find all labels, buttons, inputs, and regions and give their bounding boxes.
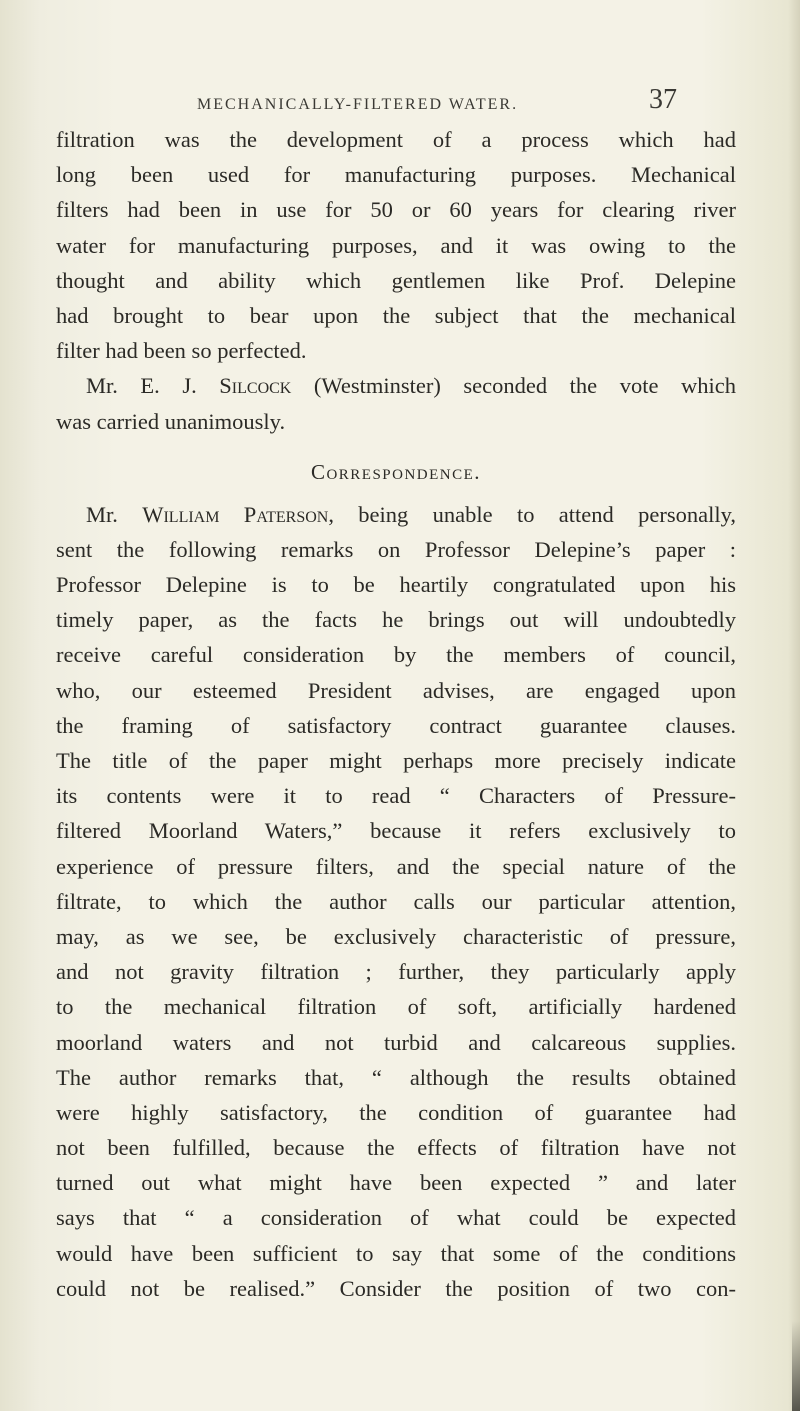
text-run: , being unable to attend personally,: [328, 501, 736, 527]
text-line: filter had been so perfected.: [56, 338, 307, 364]
text-line: The author remarks that, “ although the results obtained: [56, 1064, 736, 1090]
text-line: turned out what might have been expected ” and later: [56, 1170, 736, 1196]
text-line: filtration was the development of a process which had: [56, 127, 736, 152]
running-title: MECHANICALLY-FILTERED WATER.: [197, 96, 519, 113]
text-line: thought and ability which gentlemen like Prof. Delepine: [56, 267, 736, 293]
text-run: Mr.: [86, 501, 143, 527]
section-heading: Correspondence.: [310, 459, 482, 484]
text-line: Professor Delepine is to be heartily congratulated upon his: [56, 572, 736, 598]
text-line: had brought to bear upon the subject that the mechanical: [56, 302, 736, 328]
text-line: to the mechanical filtration of soft, artificially hardened: [56, 994, 736, 1020]
text-line: filtrate, to which the author calls our particular attention,: [56, 888, 736, 914]
text-line: sent the following remarks on Professor Delepine’s paper :: [56, 536, 736, 562]
text-line: not been fulfilled, because the effects of filtration have not: [56, 1135, 736, 1161]
text-line: were highly satisfactory, the condition of guarantee had: [56, 1099, 736, 1125]
text-line: long been used for manufacturing purposes. Mechanical: [56, 162, 736, 188]
text-line: who, our esteemed President advises, are engaged upon: [56, 677, 736, 703]
text-line: The title of the paper might perhaps more precisely indicate: [56, 748, 736, 773]
body-text: [56, 122, 736, 1306]
text-run: Mr. E. J.: [86, 373, 220, 399]
paragraph-2: [56, 368, 736, 438]
text-run: (Westminster) seconded the vote which: [291, 373, 736, 399]
text-line: timely paper, as the facts he brings out will undoubtedly: [56, 607, 736, 633]
page-edge-mark: [792, 1321, 800, 1411]
text-line: receive careful consideration by the members of council,: [56, 642, 736, 668]
paragraph-3: [56, 497, 736, 1306]
text-line: [56, 368, 736, 403]
text-line: [56, 497, 736, 532]
text-line: was carried unanimously.: [56, 408, 286, 434]
text-line: its contents were it to read “ Characters of Pressure-: [56, 783, 736, 809]
text-line: moorland waters and not turbid and calcareous supplies.: [56, 1029, 736, 1055]
page-number: 37: [649, 84, 677, 115]
text-line: water for manufacturing purposes, and it was owing to the: [56, 232, 736, 258]
person-name: Silcock: [219, 373, 292, 399]
text-line: experience of pressure filters, and the special nature of the: [56, 853, 736, 879]
person-name: William Paterson: [142, 501, 329, 527]
page-edge-shadow: [788, 0, 800, 1411]
text-line: filters had been in use for 50 or 60 years for clearing river: [56, 197, 736, 223]
text-line: filtered Moorland Waters,” because it refers exclusively to: [56, 818, 736, 844]
text-line: would have been sufficient to say that some of the conditions: [56, 1240, 736, 1266]
page-header: [197, 84, 677, 120]
paragraph-1: [56, 122, 736, 368]
text-line: could not be realised.” Consider the position of two con-: [56, 1275, 736, 1301]
text-line: says that “ a consideration of what could be expected: [56, 1205, 736, 1231]
text-line: may, as we see, be exclusively characteristic of pressure,: [56, 923, 736, 949]
text-line: the framing of satisfactory contract guarantee clauses.: [56, 712, 736, 738]
text-line: and not gravity filtration ; further, they particularly apply: [56, 959, 736, 985]
